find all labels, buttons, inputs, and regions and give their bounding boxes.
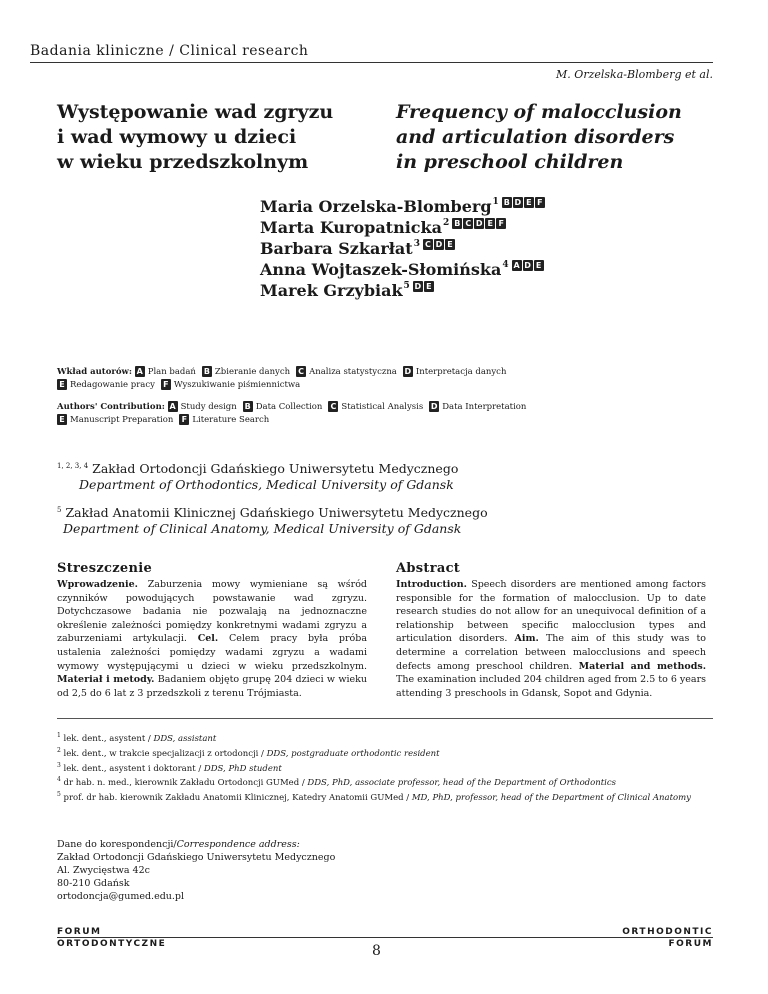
contribution-key-text: Data Collection	[255, 402, 323, 412]
contribution-key-item	[57, 379, 155, 392]
contribution-badge: D	[524, 261, 531, 270]
contribution-badge: D	[404, 367, 412, 376]
contribution-badge: E	[424, 281, 434, 292]
contribution-badge: A	[136, 367, 143, 376]
contribution-badge: D	[475, 219, 483, 228]
title-english-line: in preschool children	[396, 151, 624, 173]
contribution-badge: A	[513, 261, 520, 270]
footnote	[57, 745, 717, 760]
footnote-polish: lek. dent., asystent i doktorant /	[63, 763, 204, 774]
author-entry	[260, 280, 546, 301]
contribution-badge: D	[430, 402, 438, 411]
contribution-badge: C	[463, 218, 473, 229]
title-polish	[57, 100, 357, 175]
contribution-key-text: Wyszukiwanie piśmiennictwa	[173, 380, 301, 390]
contribution-key-item	[168, 401, 237, 414]
author-affiliation-sup: 5	[403, 281, 410, 291]
title-english-line: Frequency of malocclusion	[396, 101, 682, 123]
running-section-title: Badania kliniczne / Clinical research	[30, 43, 309, 59]
correspondence-line: 80-210 Gdańsk	[57, 878, 130, 889]
correspondence-block	[57, 838, 335, 903]
footnotes	[57, 730, 717, 804]
abstract-english-heading: Abstract	[396, 561, 461, 576]
contribution-badge: E	[57, 379, 67, 390]
author-name: Anna Wojtaszek-Słomińska	[260, 260, 502, 279]
abstract-label: Material and methods.	[578, 660, 707, 672]
title-polish-line: Występowanie wad zgryzu	[57, 101, 334, 123]
abstract-label: Wprowadzenie.	[57, 579, 138, 590]
contribution-badge: C	[328, 401, 338, 412]
correspondence-line: Zakład Ortodoncji Gdańskiego Uniwersytetu Medycznego	[57, 852, 336, 863]
journal-name-english: ORTHODONTIC FORUM	[622, 927, 713, 949]
footnote-english: MD, PhD, professor, head of the Department of Clinical Anatomy	[411, 793, 691, 804]
author-name: Maria Orzelska-Blomberg	[260, 197, 492, 216]
footnote-english: DDS, PhD, associate professor, head of the Department of Orthodontics	[307, 778, 616, 789]
contribution-badge: F	[179, 414, 189, 425]
author-list	[260, 196, 546, 301]
contribution-key-text: Redagowanie pracy	[70, 380, 155, 390]
abstract-label: Materiał i metody.	[57, 674, 155, 686]
title-polish-line: w wieku przedszkolnym	[57, 151, 309, 173]
contribution-badge: B	[203, 367, 210, 376]
contribution-label: Wkład autorów:	[57, 367, 133, 377]
footnote-english: DDS, assistant	[153, 733, 217, 744]
contribution-badge: D	[435, 240, 443, 249]
contribution-badge: E	[57, 414, 67, 425]
footnote-number: 2	[57, 746, 61, 754]
contribution-badge: B	[244, 402, 251, 411]
footnote-number: 4	[57, 776, 61, 784]
contribution-badge: A	[169, 402, 176, 411]
footnote	[57, 789, 717, 804]
title-polish-line: i wad wymowy u dzieci	[57, 126, 297, 148]
contribution-label: Authors' Contribution:	[57, 402, 165, 412]
author-affiliation-sup: 2	[442, 218, 450, 228]
contribution-badge: D	[514, 198, 522, 207]
abstract-polish-heading: Streszczenie	[57, 561, 153, 576]
journal-name-polish: FORUM ORTODONTYCZNE	[57, 927, 167, 949]
contribution-key-text: Manuscript Preparation	[70, 415, 174, 425]
contribution-badge: B	[454, 219, 461, 228]
abstract-label: Aim.	[514, 633, 539, 645]
affiliation-polish: Zakład Ortodoncji Gdańskiego Uniwersytetu Medycznego	[92, 461, 459, 477]
footnote-number: 3	[57, 761, 61, 769]
contribution-badge: F	[496, 218, 506, 229]
contribution-badge: E	[534, 260, 544, 271]
footnote-english: DDS, postgraduate orthodontic resident	[266, 748, 440, 759]
contribution-key-item	[328, 401, 423, 414]
correspondence-label-english: Correspondence address:	[176, 839, 300, 850]
affiliation-2	[57, 502, 488, 537]
footnote	[57, 774, 717, 789]
author-entry	[260, 217, 546, 238]
author-name: Barbara Szkarłat	[260, 239, 413, 258]
contribution-badge: E	[485, 218, 495, 229]
author-name: Marta Kuropatnicka	[260, 218, 442, 237]
page-number: 8	[372, 943, 381, 959]
footnote-polish: lek. dent., w trakcie specjalizacji z ortodoncji /	[63, 748, 267, 759]
author-affiliation-sup: 3	[413, 239, 420, 249]
contribution-key-item	[161, 379, 300, 392]
correspondence-email: ortodoncja@gumed.edu.pl	[57, 891, 185, 902]
footnote-polish: lek. dent., asystent /	[63, 733, 154, 744]
contribution-key-item	[57, 414, 173, 427]
contribution-key-text: Data Interpretation	[442, 402, 527, 412]
title-english-line: and articulation disorders	[396, 126, 675, 148]
contribution-key-item	[296, 366, 397, 379]
affiliation-sup: 5	[57, 506, 62, 514]
abstract-label: Introduction.	[396, 579, 467, 590]
contribution-badge: D	[414, 282, 422, 291]
footnote-english: DDS, PhD student	[203, 763, 282, 774]
footnote-number: 1	[57, 732, 61, 739]
author-name: Marek Grzybiak	[260, 281, 403, 300]
contribution-key-text: Study design	[180, 402, 237, 412]
running-author: M. Orzelska-Blomberg et al.	[556, 68, 713, 81]
footnote	[57, 730, 717, 745]
correspondence-line: Al. Zwycięstwa 42c	[57, 865, 150, 876]
contribution-badge: E	[445, 239, 455, 250]
contribution-key-item	[403, 366, 507, 379]
abstract-label: Cel.	[197, 633, 219, 645]
footnote-rule	[57, 718, 713, 719]
contribution-key-item	[429, 401, 526, 414]
footnote-polish: dr hab. n. med., kierownik Zakładu Ortodoncji GUMed /	[63, 778, 308, 789]
correspondence-label-polish: Dane do korespondencji/	[57, 839, 177, 850]
footnote-number: 5	[57, 791, 61, 799]
footer-rule	[57, 937, 713, 938]
affiliation-1	[57, 458, 458, 493]
author-affiliation-sup: 1	[492, 197, 499, 207]
contribution-key-text: Plan badań	[147, 367, 196, 377]
footnote	[57, 760, 717, 775]
contribution-key-item	[179, 414, 269, 427]
contribution-badge: C	[296, 366, 306, 377]
author-entry	[260, 196, 546, 217]
contribution-badge: B	[503, 198, 510, 207]
contribution-key-text: Analiza statystyczna	[309, 367, 397, 377]
affiliation-english: Department of Clinical Anatomy, Medical University of Gdansk	[63, 521, 462, 537]
contribution-key-item	[243, 401, 323, 414]
author-affiliation-sup: 4	[502, 260, 509, 270]
contribution-key-english	[57, 401, 717, 427]
contribution-key-text: Literature Search	[192, 415, 270, 425]
contribution-key-item	[202, 366, 290, 379]
title-english	[396, 100, 716, 175]
header-rule	[30, 62, 713, 63]
contribution-key-text: Interpretacja danych	[415, 367, 507, 377]
contribution-key-text: Statistical Analysis	[341, 402, 424, 412]
contribution-key-polish	[57, 366, 717, 392]
contribution-key-item	[135, 366, 196, 379]
footnote-polish: prof. dr hab. kierownik Zakładu Anatomii Klinicznej, Katedry Anatomii GUMed /	[63, 793, 412, 804]
affiliation-sup: 1, 2, 3, 4	[57, 462, 89, 470]
affiliation-english: Department of Orthodontics, Medical University of Gdansk	[79, 477, 454, 493]
contribution-badge: C	[423, 239, 433, 250]
contribution-key-text: Zbieranie danych	[214, 367, 291, 377]
contribution-badge: E	[524, 197, 534, 208]
affiliation-polish: Zakład Anatomii Klinicznej Gdańskiego Uniwersytetu Medycznego	[65, 505, 488, 521]
abstract-polish-text: Wprowadzenie. Zaburzenia mowy wymieniane są wśród czynników powodujących powstawanie wad zgryzu. Dotychczasowe badania nie pozwalają na jednoznaczne określenie zależności pomiędzy konkretnymi wadami zgryzu a zaburzeniami artykulacji. Cel. Celem pracy była próba ustalenia zależności pomiędzy wadami zgryzu a wadami wymowy występującymi u dzieci w wieku przedszkolnym. Materiał i metody. Badaniem objęto grupę 204 dzieci w wieku od 2,5 do 6 lat z 3 przedszkoli z terenu Trójmiasta.	[57, 579, 368, 699]
abstract-english-text: Introduction. Speech disorders are mentioned among factors responsible for the formation of malocclusion. Up to date research studies do not allow for an unequivocal definition of a relationship between specific malocclusion types and articulation disorders. Aim. The aim of this study was to determine a correlation between malocclusions and speech defects among preschool children. Material and methods. The examination included 204 children aged from 2.5 to 6 years attending 3 preschools in Gdansk, Sopot and Gdynia.	[396, 579, 707, 699]
contribution-badge: F	[535, 197, 545, 208]
contribution-badge: F	[161, 379, 171, 390]
